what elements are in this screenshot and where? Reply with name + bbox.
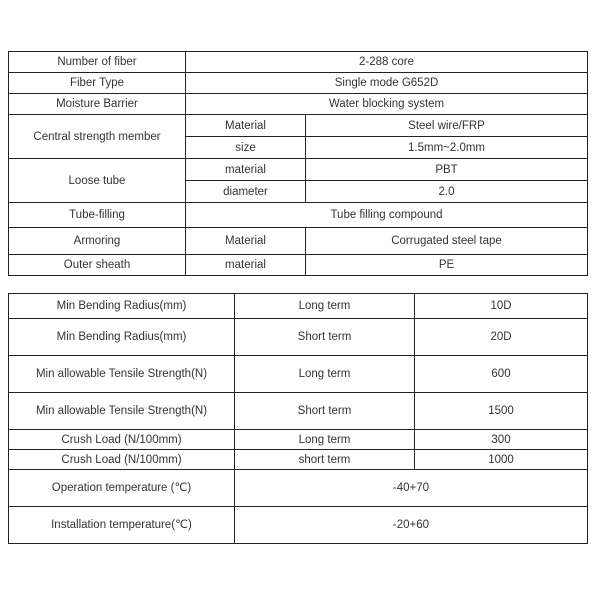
spec-sub-key: size xyxy=(186,137,306,159)
property-term: Long term xyxy=(235,294,415,319)
property-value: 10D xyxy=(415,294,588,319)
spec-label: Central strength member xyxy=(9,115,186,159)
table-row xyxy=(9,203,588,228)
table-row xyxy=(9,356,588,393)
property-value: 300 xyxy=(415,430,588,450)
property-label: Min Bending Radius(mm) xyxy=(9,294,235,319)
table-row xyxy=(9,470,588,507)
spec-value: 1.5mm~2.0mm xyxy=(306,137,588,159)
spec-value: Single mode G652D xyxy=(186,73,588,94)
spec-value: PBT xyxy=(306,159,588,181)
property-label: Min allowable Tensile Strength(N) xyxy=(9,356,235,393)
table-row xyxy=(9,73,588,94)
property-label: Installation temperature(℃) xyxy=(9,507,235,544)
property-value: 1000 xyxy=(415,450,588,470)
property-label: Operation temperature (℃) xyxy=(9,470,235,507)
spec-label: Moisture Barrier xyxy=(9,94,186,115)
table-row xyxy=(9,115,588,137)
table-row xyxy=(9,507,588,544)
table-row xyxy=(9,52,588,73)
property-term: Long term xyxy=(235,356,415,393)
table-row xyxy=(9,393,588,430)
table-row xyxy=(9,228,588,255)
cable-structure-table xyxy=(8,51,588,276)
table-row xyxy=(9,159,588,181)
property-value: 1500 xyxy=(415,393,588,430)
spec-sub-key: Material xyxy=(186,115,306,137)
property-term: Short term xyxy=(235,319,415,356)
spec-value: Corrugated steel tape xyxy=(306,228,588,255)
spec-label: Fiber Type xyxy=(9,73,186,94)
spec-value: 2-288 core xyxy=(186,52,588,73)
property-value: -40+70 xyxy=(235,470,588,507)
spec-label: Tube-filling xyxy=(9,203,186,228)
property-term: Long term xyxy=(235,430,415,450)
mechanical-properties-table xyxy=(8,293,588,544)
property-value: 20D xyxy=(415,319,588,356)
property-label: Crush Load (N/100mm) xyxy=(9,430,235,450)
property-value: -20+60 xyxy=(235,507,588,544)
spec-sub-key: material xyxy=(186,255,306,276)
table-row xyxy=(9,319,588,356)
table-row xyxy=(9,255,588,276)
spec-sub-key: diameter xyxy=(186,181,306,203)
table-row xyxy=(9,294,588,319)
property-label: Min allowable Tensile Strength(N) xyxy=(9,393,235,430)
table-row xyxy=(9,450,588,470)
spec-value: Tube filling compound xyxy=(186,203,588,228)
spec-label: Outer sheath xyxy=(9,255,186,276)
spec-sub-key: material xyxy=(186,159,306,181)
property-label: Crush Load (N/100mm) xyxy=(9,450,235,470)
property-term: Short term xyxy=(235,393,415,430)
spec-label: Number of fiber xyxy=(9,52,186,73)
spec-label: Armoring xyxy=(9,228,186,255)
table-row xyxy=(9,430,588,450)
spec-label: Loose tube xyxy=(9,159,186,203)
property-value: 600 xyxy=(415,356,588,393)
table-row xyxy=(9,94,588,115)
spec-value: 2.0 xyxy=(306,181,588,203)
spec-value: Water blocking system xyxy=(186,94,588,115)
spec-sub-key: Material xyxy=(186,228,306,255)
property-label: Min Bending Radius(mm) xyxy=(9,319,235,356)
property-term: short term xyxy=(235,450,415,470)
spec-value: Steel wire/FRP xyxy=(306,115,588,137)
spec-value: PE xyxy=(306,255,588,276)
